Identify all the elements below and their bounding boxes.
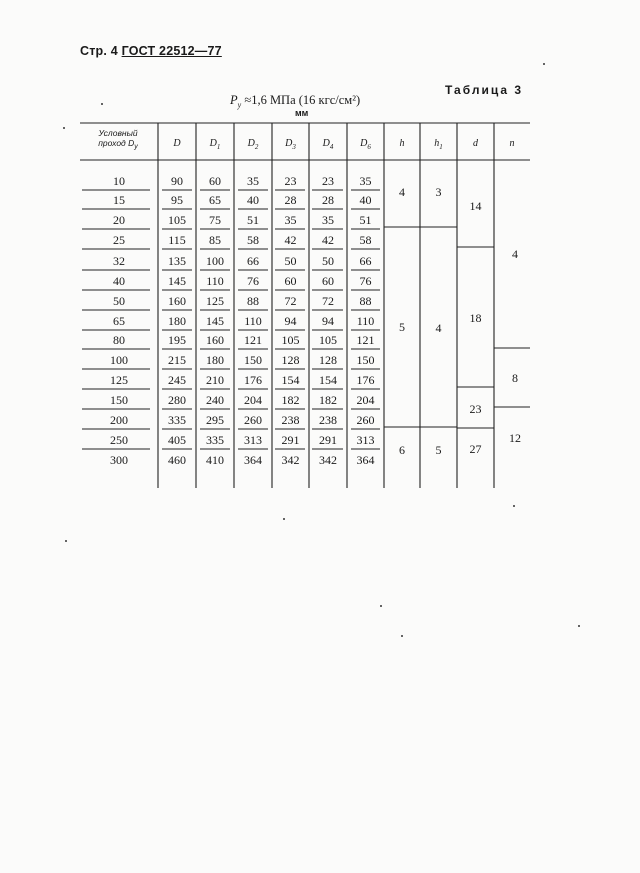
- cell-D2: 121: [244, 333, 262, 347]
- cell-D3: 238: [281, 413, 300, 427]
- col-h1-sub: 1: [439, 143, 443, 151]
- passage-line1: Условный: [98, 128, 138, 138]
- cell-D3: 154: [281, 373, 300, 387]
- col-D2-label: D: [247, 138, 255, 149]
- cell-D2: 313: [244, 433, 262, 447]
- cell-D6: 204: [356, 393, 375, 407]
- cell-D1: 160: [206, 333, 224, 347]
- table-title: Таблица 3: [445, 83, 524, 97]
- cell-D6: 35: [359, 174, 372, 188]
- column-header-d: [457, 138, 494, 149]
- merged-h-2: 5: [399, 320, 405, 334]
- col-D1-label: D: [209, 138, 217, 149]
- cell-D3: 23: [284, 174, 297, 188]
- cell-dy: 100: [110, 353, 128, 367]
- column-header-h1: [420, 138, 457, 151]
- cell-D2: 35: [247, 174, 259, 188]
- col-D-label: D: [173, 138, 181, 149]
- cell-D4: 23: [322, 174, 334, 188]
- column-header-D2: [234, 138, 272, 151]
- col-d-label: d: [473, 138, 478, 149]
- standard-number: ГОСТ 22512—77: [121, 44, 222, 58]
- cell-D6: 51: [359, 213, 372, 227]
- cell-dy: 200: [110, 413, 128, 427]
- cell-D3: 291: [281, 433, 300, 447]
- cell-D3: 72: [284, 294, 297, 308]
- col-D6-label: D: [360, 138, 368, 149]
- cell-D2: 66: [247, 254, 259, 268]
- cell-D6: 58: [359, 233, 372, 247]
- column-header-passage: [78, 128, 158, 153]
- scan-speck: [401, 635, 403, 637]
- merged-d-3: 23: [469, 402, 482, 416]
- cell-D: 135: [168, 254, 186, 268]
- cell-D6: 121: [356, 333, 375, 347]
- column-header-D4: [309, 138, 347, 151]
- cell-D2: 76: [247, 274, 259, 288]
- cell-D4: 128: [319, 353, 337, 367]
- col-h-label: h: [399, 138, 405, 149]
- cell-D4: 42: [322, 233, 334, 247]
- cell-D: 405: [168, 433, 186, 447]
- cell-D6: 88: [359, 294, 372, 308]
- merged-h1-1: 3: [435, 185, 442, 199]
- merged-n-1: 4: [512, 247, 518, 261]
- cell-D3: 50: [284, 254, 297, 268]
- cell-D4: 60: [322, 274, 334, 288]
- col-D6-sub: 6: [367, 143, 371, 151]
- pressure-value: ≈1,6 МПа (16 кгс/см²): [244, 93, 361, 107]
- cell-D3: 60: [284, 274, 297, 288]
- cell-D6: 110: [356, 314, 375, 328]
- cell-dy: 25: [113, 233, 125, 247]
- cell-D1: 240: [206, 393, 224, 407]
- cell-dy: 300: [110, 453, 128, 467]
- cell-D: 90: [171, 174, 183, 188]
- scan-speck: [283, 518, 285, 520]
- cell-D6: 313: [356, 433, 375, 447]
- cell-D: 335: [168, 413, 186, 427]
- merged-d-2: 18: [469, 311, 482, 325]
- col-h1-label: h: [434, 138, 440, 149]
- cell-D1: 410: [206, 453, 224, 467]
- unit-label: мм: [295, 108, 309, 118]
- cell-D3: 128: [281, 353, 300, 367]
- cell-D1: 110: [206, 274, 224, 288]
- scan-speck: [65, 540, 67, 542]
- column-header-D6: [347, 138, 384, 151]
- merged-d-1: 14: [469, 199, 482, 213]
- cell-D4: 291: [319, 433, 337, 447]
- col-D3-sub: 3: [292, 143, 296, 151]
- merged-n-2: 8: [512, 371, 518, 385]
- scan-speck: [543, 63, 545, 65]
- cell-D3: 42: [284, 233, 297, 247]
- cell-D: 280: [168, 393, 186, 407]
- cell-D3: 94: [284, 314, 297, 328]
- cell-D1: 60: [209, 174, 221, 188]
- cell-D: 145: [168, 274, 186, 288]
- cell-D1: 125: [206, 294, 224, 308]
- col-D1-sub: 1: [216, 143, 221, 151]
- col-D2-sub: 2: [254, 143, 259, 151]
- cell-D: 115: [168, 233, 186, 247]
- cell-D4: 35: [322, 213, 334, 227]
- cell-D6: 150: [356, 353, 375, 367]
- column-header-D1: [196, 138, 234, 151]
- cell-D6: 66: [359, 254, 372, 268]
- cell-D2: 150: [244, 353, 262, 367]
- scan-speck: [380, 605, 382, 607]
- cell-dy: 80: [113, 333, 125, 347]
- cell-D1: 210: [206, 373, 224, 387]
- cell-dy: 15: [113, 193, 125, 207]
- cell-D1: 295: [206, 413, 224, 427]
- merged-d-4: 27: [469, 442, 482, 456]
- merged-h-3: 6: [399, 443, 405, 457]
- cell-D: 180: [168, 314, 186, 328]
- cell-D4: 238: [319, 413, 337, 427]
- cell-dy: 10: [113, 174, 125, 188]
- cell-D2: 176: [244, 373, 262, 387]
- cell-D4: 342: [319, 453, 337, 467]
- cell-D2: 88: [247, 294, 259, 308]
- cell-D6: 260: [356, 413, 375, 427]
- cell-D4: 105: [319, 333, 337, 347]
- cell-D4: 50: [322, 254, 334, 268]
- cell-D1: 335: [206, 433, 224, 447]
- passage-symbol: D: [128, 138, 135, 148]
- scan-speck: [513, 505, 515, 507]
- scan-speck: [578, 625, 580, 627]
- cell-D2: 204: [244, 393, 262, 407]
- page-number: Стр. 4: [80, 44, 118, 58]
- scan-speck: [63, 127, 65, 129]
- cell-D2: 110: [244, 314, 262, 328]
- cell-D1: 145: [206, 314, 224, 328]
- column-header-n: [494, 138, 530, 149]
- pressure-symbol: P: [230, 93, 238, 107]
- scan-speck: [101, 103, 103, 105]
- cell-dy: 32: [113, 254, 125, 268]
- cell-D4: 154: [319, 373, 337, 387]
- passage-sub: у: [134, 143, 138, 151]
- cell-D2: 364: [244, 453, 262, 467]
- cell-D3: 28: [284, 193, 297, 207]
- cell-D1: 180: [206, 353, 224, 367]
- cell-D4: 28: [322, 193, 334, 207]
- cell-D3: 182: [281, 393, 300, 407]
- merged-h1-3: 5: [435, 443, 442, 457]
- column-header-D3: [272, 138, 309, 151]
- col-D4-sub: 4: [329, 143, 334, 151]
- col-D3-label: D: [285, 138, 293, 149]
- cell-D6: 364: [356, 453, 375, 467]
- cell-dy: 150: [110, 393, 128, 407]
- cell-D4: 72: [322, 294, 334, 308]
- cell-D: 195: [168, 333, 186, 347]
- cell-D4: 94: [322, 314, 334, 328]
- cell-D6: 176: [356, 373, 375, 387]
- cell-D4: 182: [319, 393, 337, 407]
- column-header-h: [384, 138, 420, 149]
- cell-D: 160: [168, 294, 186, 308]
- cell-dy: 65: [113, 314, 125, 328]
- pressure-subscript: у: [237, 100, 242, 110]
- cell-D2: 260: [244, 413, 262, 427]
- cell-D: 105: [168, 213, 186, 227]
- merged-h1-2: 4: [435, 321, 442, 335]
- merged-n-3: 12: [509, 431, 521, 445]
- cell-D: 215: [168, 353, 186, 367]
- cell-D2: 51: [247, 213, 259, 227]
- cell-D: 95: [171, 193, 183, 207]
- col-n-label: n: [509, 138, 515, 149]
- cell-D6: 40: [359, 193, 372, 207]
- cell-dy: 40: [113, 274, 125, 288]
- passage-line2: проход: [98, 138, 126, 148]
- merged-h-1: 4: [399, 185, 405, 199]
- column-header-D: [158, 138, 196, 149]
- cell-D1: 85: [209, 233, 221, 247]
- col-D4-label: D: [322, 138, 330, 149]
- cell-D: 245: [168, 373, 186, 387]
- cell-D3: 105: [281, 333, 300, 347]
- cell-D2: 58: [247, 233, 259, 247]
- cell-D1: 100: [206, 254, 224, 268]
- cell-D3: 342: [281, 453, 300, 467]
- cell-D6: 76: [359, 274, 372, 288]
- cell-dy: 250: [110, 433, 128, 447]
- cell-D3: 35: [284, 213, 297, 227]
- cell-D1: 65: [209, 193, 221, 207]
- cell-dy: 50: [113, 294, 125, 308]
- cell-D1: 75: [209, 213, 221, 227]
- cell-D2: 40: [247, 193, 259, 207]
- cell-dy: 20: [113, 213, 125, 227]
- cell-D: 460: [168, 453, 186, 467]
- cell-dy: 125: [110, 373, 128, 387]
